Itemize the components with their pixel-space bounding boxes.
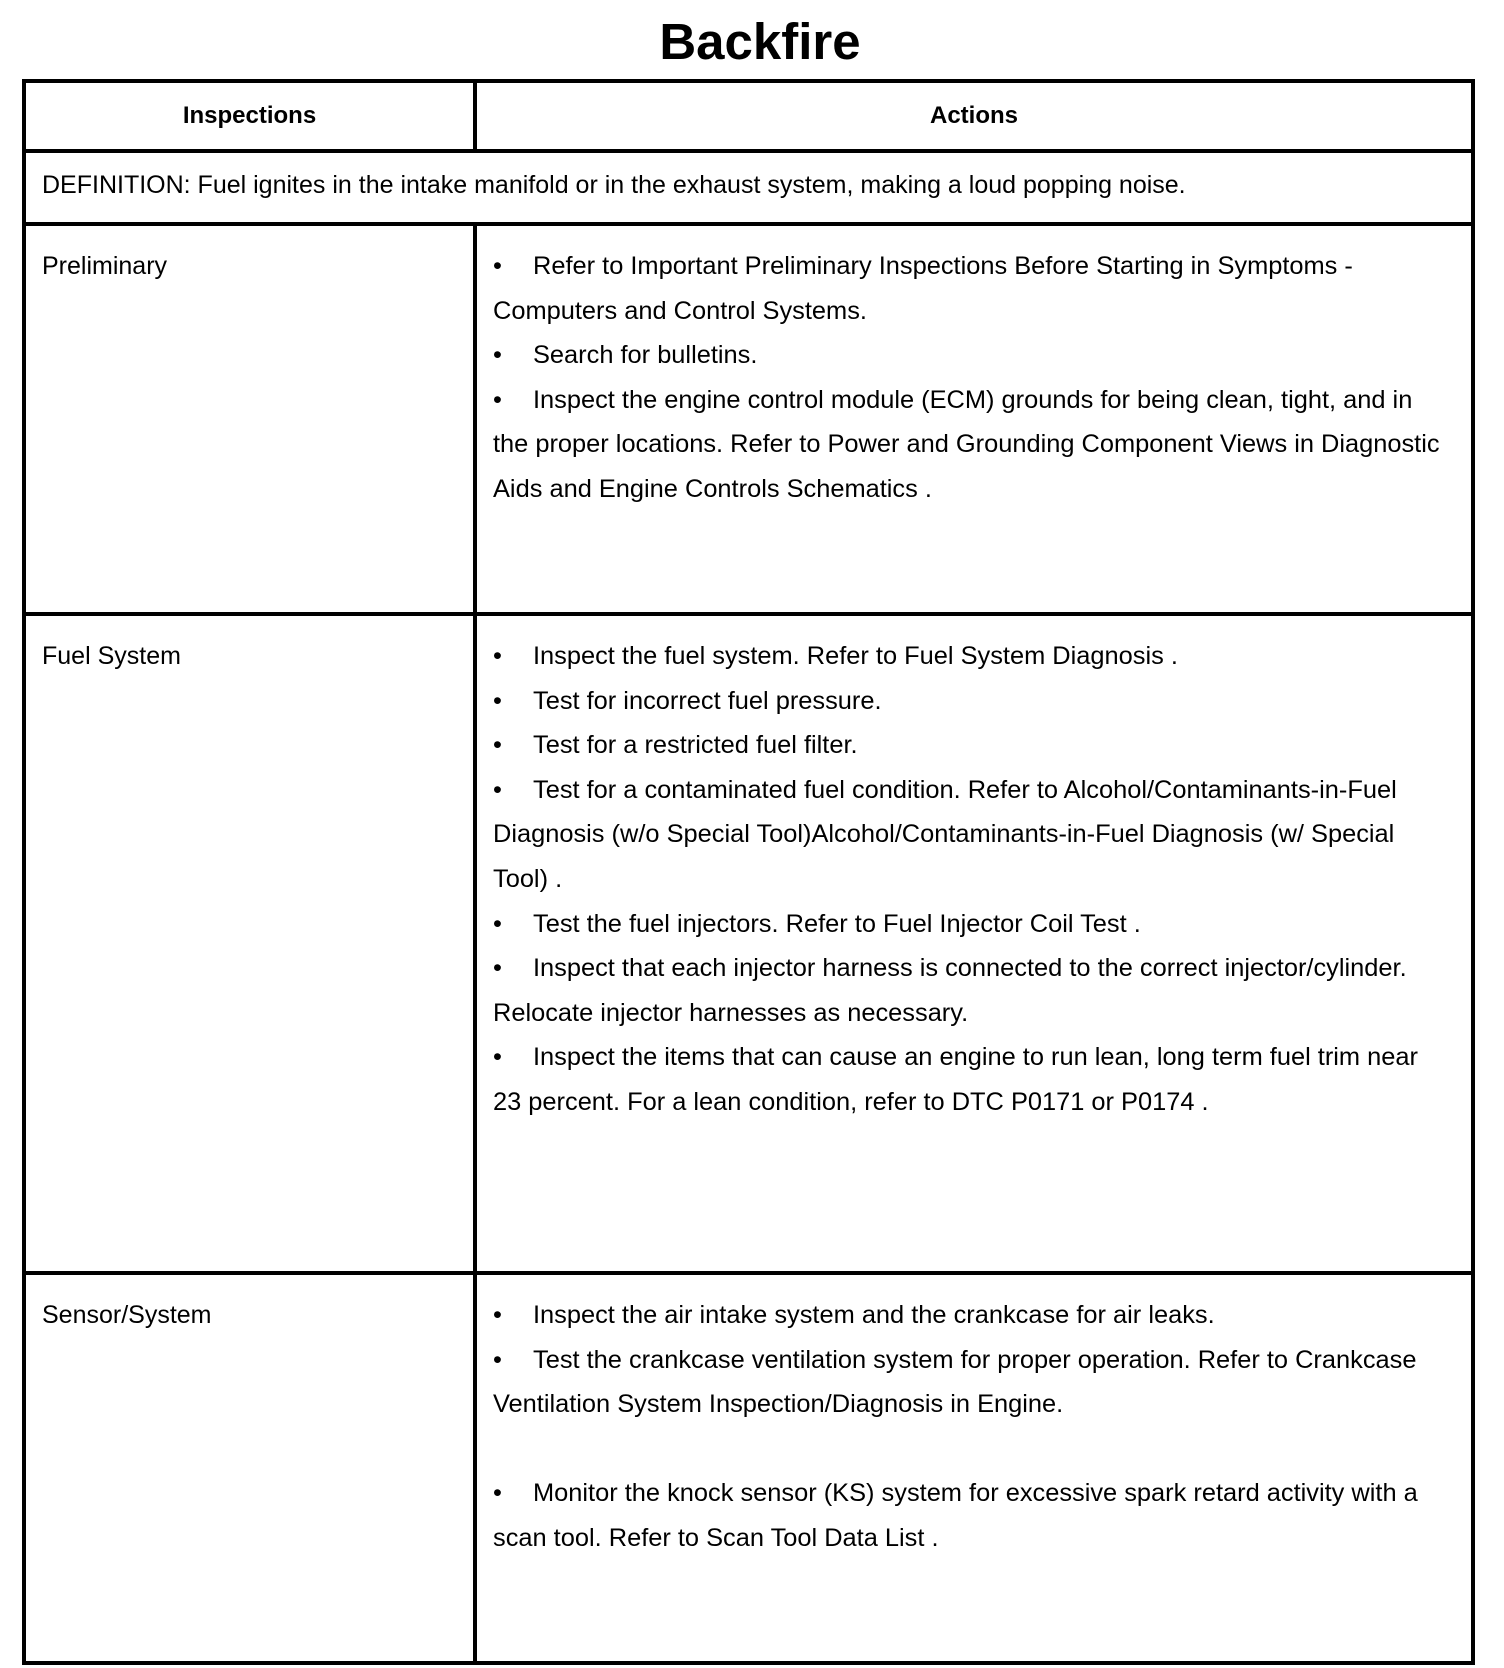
header-row: [24, 81, 1473, 151]
inspections-header: Inspections: [24, 81, 475, 151]
actions-cell: [475, 614, 1473, 1273]
action-item: • Test for incorrect fuel pressure.: [493, 679, 1441, 724]
bullet-icon: •: [493, 731, 502, 760]
action-item: • Test the crankcase ventilation system for proper operation. Refer to Crankcase Ventilation System Inspection/Diagnosis in Engine.: [493, 1338, 1441, 1427]
page-title: Backfire: [659, 13, 861, 70]
action-item: • Inspect the engine control module (ECM) grounds for being clean, tight, and in the proper locations. Refer to Power and Grounding Component Views in Diagnostic Aids and Engine Controls Schematics .: [493, 378, 1441, 512]
bullet-icon: •: [493, 954, 502, 983]
category-label: Sensor/System: [42, 1301, 212, 1329]
bullet-icon: •: [493, 252, 502, 280]
action-item: • Test for a contaminated fuel condition. Refer to Alcohol/Contaminants-in-Fuel Diagnosis (w/o Special Tool)Alcohol/Contaminants-in-Fuel Diagnosis (w/ Special Tool) .: [493, 768, 1441, 902]
definition-row: [24, 151, 1473, 224]
actions-header: Actions: [475, 81, 1473, 151]
bullet-icon: •: [493, 909, 502, 938]
bullet-icon: •: [493, 1479, 502, 1508]
action-item: • Inspect that each injector harness is connected to the correct injector/cylinder. Relocate injector harnesses as necessary.: [493, 946, 1441, 1035]
bullet-icon: •: [493, 686, 502, 715]
action-item: • Test for a restricted fuel filter.: [493, 723, 1441, 768]
action-item: • Test the fuel injectors. Refer to Fuel Injector Coil Test .: [493, 902, 1441, 947]
category-cell: [24, 614, 475, 1273]
actions-cell: [475, 224, 1473, 614]
action-item: • Refer to Important Preliminary Inspections Before Starting in Symptoms - Computers and Control Systems.: [493, 244, 1441, 333]
bullet-icon: •: [493, 341, 502, 370]
action-item: • Inspect the fuel system. Refer to Fuel System Diagnosis .: [493, 634, 1441, 679]
category-label: Preliminary: [42, 252, 168, 280]
definition-text: DEFINITION: Fuel ignites in the intake manifold or in the exhaust system, making a loud popping noise.: [24, 151, 1473, 224]
category-cell: [24, 224, 475, 614]
bullet-icon: •: [493, 1043, 502, 1072]
table-row: [24, 1273, 1473, 1663]
action-item: • Search for bulletins.: [493, 333, 1441, 378]
bullet-icon: •: [493, 385, 502, 414]
spacer: [493, 1427, 1441, 1472]
bullet-icon: •: [493, 1345, 502, 1374]
table-row: [24, 614, 1473, 1273]
action-item: • Inspect the items that can cause an engine to run lean, long term fuel trim near 23 percent. For a lean condition, refer to DTC P0171 or P0174 .: [493, 1035, 1441, 1124]
bullet-icon: •: [493, 775, 502, 804]
action-item: • Monitor the knock sensor (KS) system for excessive spark retard activity with a scan tool. Refer to Scan Tool Data List .: [493, 1471, 1441, 1560]
category-label: Fuel System: [42, 642, 181, 670]
inspection-table: [22, 79, 1475, 1665]
bullet-icon: •: [493, 642, 502, 670]
action-item: • Inspect the air intake system and the crankcase for air leaks.: [493, 1293, 1441, 1338]
category-cell: [24, 1273, 475, 1663]
bullet-icon: •: [493, 1301, 502, 1329]
actions-cell: [475, 1273, 1473, 1663]
table-row: [24, 224, 1473, 614]
